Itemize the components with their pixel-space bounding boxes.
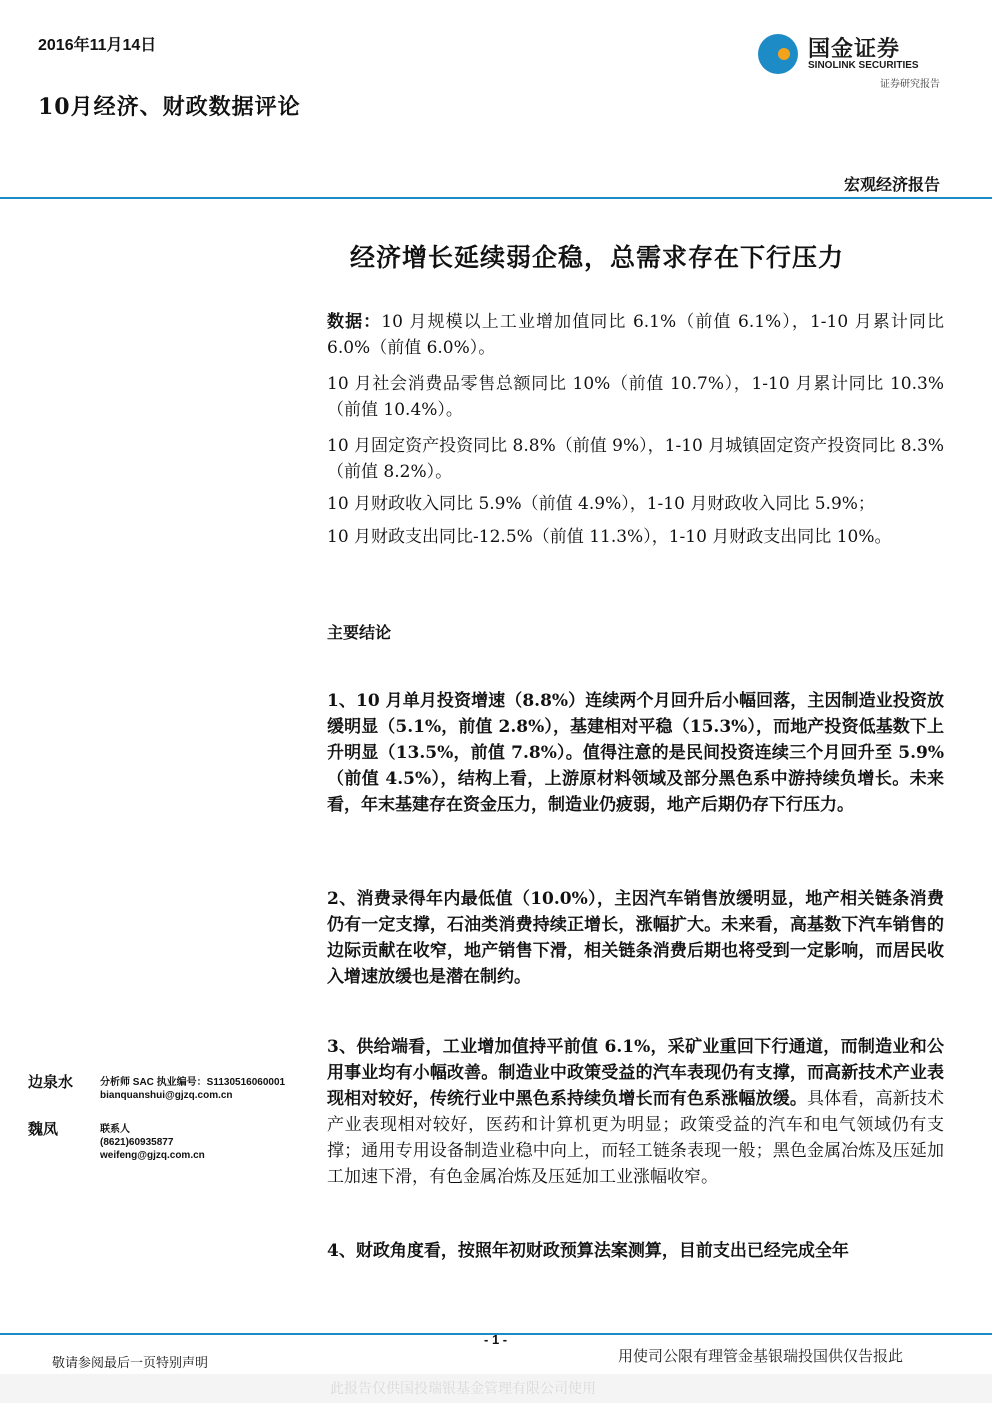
disclaimer-note: 敬请参阅最后一页特别声明 [52, 1356, 209, 1371]
data-paragraph-1: 数据：10 月规模以上工业增加值同比 6.1%（前值 6.1%），1-10 月累计同比 6.0%（前值 6.0%）。 [327, 312, 945, 358]
report-title: 10月经济、财政数据评论 [38, 94, 301, 120]
conclusion-3: 3、供给端看，工业增加值持平前值 6.1%，采矿业重回下行通道，而制造业和公用事业均有小幅改善。制造业中政策受益的汽车表现仍有支撑，而高新技术产业表现相对较好，传统行业中黑色系持续负增长而有色系涨幅放缓。具体看，高新技术产业表现相对较好，医药和计算机更为明显；政策受益的汽车和电气领域仍有支撑；通用专用设备制造业稳中向上，而轻工链条表现一般；黑色金属冶炼及压延加工加速下滑，有色金属冶炼及压延加工业涨幅收窄。 [327, 1037, 944, 1187]
conclusion-2: 2、消费录得年内最低值（10.0%），主因汽车销售放缓明显，地产相关链条消费仍有一定支撑，石油类消费持续正增长，涨幅扩大。未来看，高基数下汽车销售的边际贡献在收窄，地产销售下滑，相关链条消费后期也将受到一定影响，而居民收入增速放缓也是潜在制约。 [327, 889, 944, 987]
conclusion-1: 1、10 月单月投资增速（8.8%）连续两个月回升后小幅回落，主因制造业投资放缓明显（5.1%，前值 2.8%），基建相对平稳（15.3%），而地产投资低基数下上升明显（13.5%，前值 7.8%）。值得注意的是民间投资连续三个月回升至 5.9%（前值 4.5%），结构上看，上游原材料领域及部分黑色系中游持续负增长。未来看，年末基建存在资金压力，制造业仍疲弱，地产后期仍存下行压力。 [327, 691, 944, 815]
data-paragraph-3: 10 月固定资产投资同比 8.8%（前值 9%），1-10 月城镇固定资产投资同比 8.3%（前值 8.2%）。 [327, 436, 944, 482]
report-type: 宏观经济报告 [843, 175, 940, 194]
footer-reversed-text: 用使司公限有理管金基银瑞投国供仅告报此 [618, 1347, 904, 1365]
page-number: - 1 - [484, 1332, 508, 1347]
data-paragraph-2: 10 月社会消费品零售总额同比 10%（前值 10.7%），1-10 月累计同比 10.3%（前值 10.4%）。 [327, 374, 944, 420]
data-lead: 数据： [327, 312, 382, 332]
conclusion-4: 4、财政角度看，按照年初财政预算法案测算，目前支出已经完成全年 [327, 1241, 849, 1261]
conclusions-heading: 主要结论 [327, 623, 392, 642]
author-info: 分析师 SAC 执业编号：S1130516060001 bianquanshui@gjzq.com.cn [100, 1077, 286, 1101]
contact-info: 联系人 (8621)60935877 weifeng@gjzq.com.cn [100, 1124, 205, 1161]
logo-subtitle: 证券研究报告 [880, 79, 940, 90]
author-email[interactable]: bianquanshui@gjzq.com.cn [100, 1090, 233, 1101]
company-logo [756, 30, 946, 90]
sinolink-logo-icon [756, 32, 800, 76]
watermark-text: 此报告仅供国投瑞银基金管理有限公司使用 [330, 1381, 596, 1397]
contact-email[interactable]: weifeng@gjzq.com.cn [100, 1150, 205, 1161]
headline: 经济增长延续弱企稳，总需求存在下行压力 [350, 243, 845, 272]
data-paragraph-5: 10 月财政支出同比-12.5%（前值 11.3%），1-10 月财政支出同比 10%。 [327, 527, 892, 547]
data-paragraph-4: 10 月财政收入同比 5.9%（前值 4.9%），1-10 月财政收入同比 5.9%； [327, 494, 875, 514]
logo-chinese-name: 国金证券 [808, 37, 901, 62]
report-date: 2016年11月14日 [38, 37, 157, 54]
author-name: 边泉水 [28, 1073, 74, 1091]
contact-name: 魏凤 [28, 1120, 59, 1138]
logo-english-name: SINOLINK SECURITIES [808, 60, 919, 71]
header-divider [0, 197, 992, 199]
